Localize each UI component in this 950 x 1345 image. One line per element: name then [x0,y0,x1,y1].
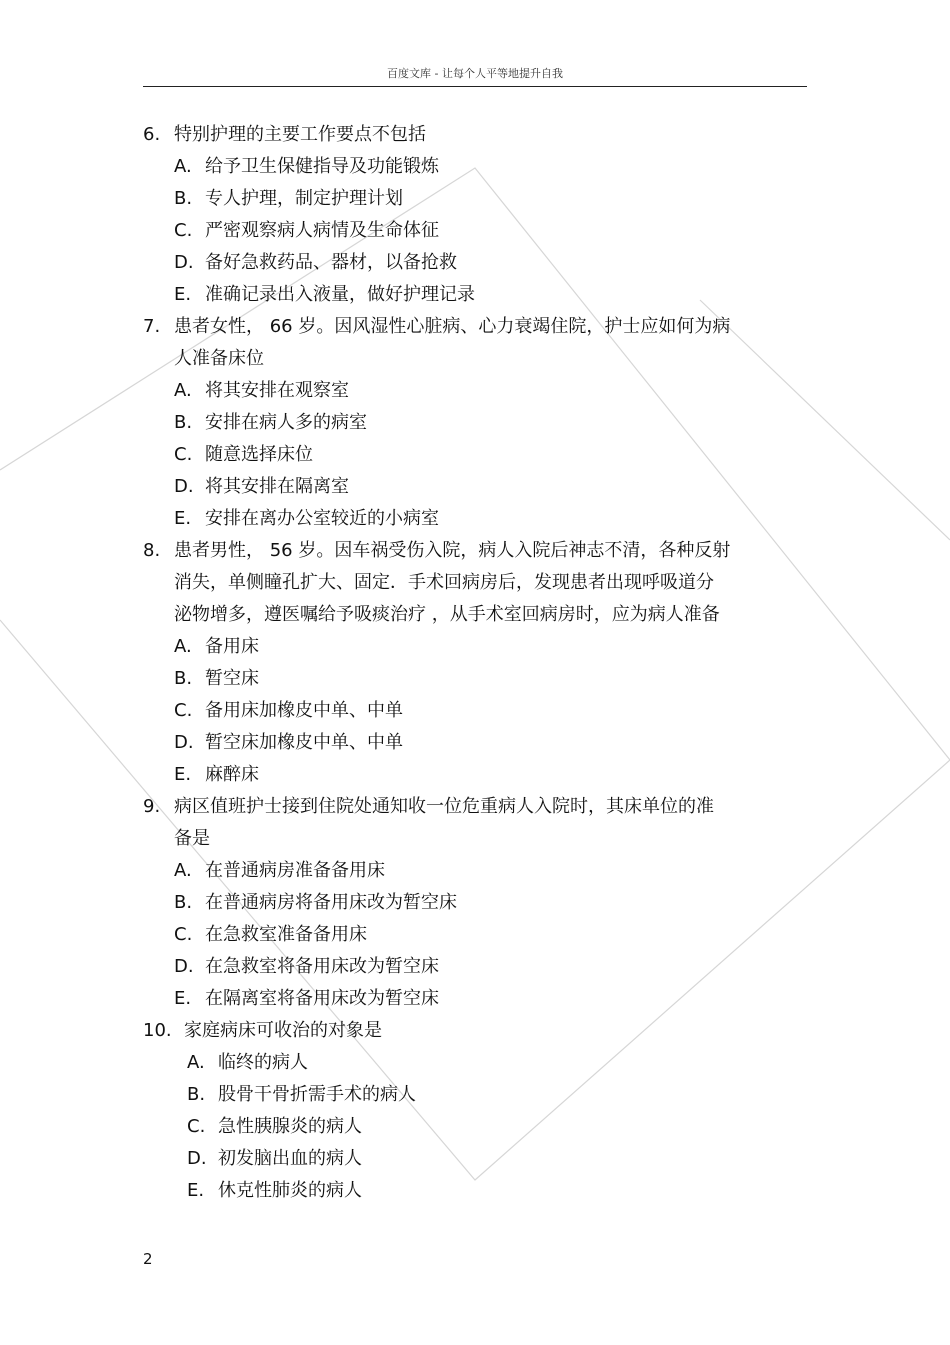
option-text: 专人护理，制定护理计划 [205,188,403,209]
answer-option [143,1079,783,1111]
question-7 [143,311,783,535]
option-text: 严密观察病人病情及生命体征 [205,220,439,241]
option-text: 准确记录出入液量，做好护理记录 [205,284,475,305]
option-letter: C. [174,444,193,465]
option-letter: C. [174,220,193,241]
question-text: 病区值班护士接到住院处通知收一位危重病人入院时，其床单位的准 [174,796,714,817]
option-letter: D. [174,956,194,977]
answer-option [143,439,783,471]
question-number: 8. [143,540,161,561]
answer-option [143,1143,783,1175]
question-stem-line [143,791,783,823]
answer-option [143,151,783,183]
question-text: 备是 [174,828,210,849]
option-letter: A. [174,156,192,177]
option-letter: E. [174,284,192,305]
answer-option [143,887,783,919]
answer-option [143,631,783,663]
option-text: 备用床加橡皮中单、中单 [205,700,403,721]
page-number: 2 [143,1250,153,1268]
option-text: 股骨干骨折需手术的病人 [218,1084,416,1105]
option-letter: D. [187,1148,207,1169]
answer-option [143,759,783,791]
question-text: 消失，单侧瞳孔扩大、固定．手术回病房后，发现患者出现呼吸道分 [174,572,714,593]
option-text: 随意选择床位 [205,444,313,465]
answer-option [143,375,783,407]
question-text: 人准备床位 [174,348,264,369]
answer-option [143,1111,783,1143]
answer-option [143,951,783,983]
question-number: 6. [143,124,161,145]
option-letter: C. [174,700,193,721]
question-8 [143,535,783,791]
option-text: 安排在病人多的病室 [205,412,367,433]
answer-option [143,215,783,247]
answer-option [143,471,783,503]
option-letter: D. [174,252,194,273]
option-text: 在急救室准备备用床 [205,924,367,945]
option-text: 备用床 [205,636,259,657]
question-text: 患者女性， 66 岁。因风湿性心脏病、心力衰竭住院，护士应如何为病 [174,316,731,337]
option-text: 备好急救药品、器材，以备抢救 [205,252,457,273]
answer-option [143,1175,783,1207]
question-text: 泌物增多，遵医嘱给予吸痰治疗 ，从手术室回病房时，应为病人准备 [174,604,720,625]
option-text: 初发脑出血的病人 [218,1148,362,1169]
question-stem-line [143,1015,783,1047]
option-letter: A. [187,1052,205,1073]
question-list [143,119,783,1207]
question-number: 7. [143,316,161,337]
question-6 [143,119,783,311]
answer-option [143,279,783,311]
option-text: 给予卫生保健指导及功能锻炼 [205,156,439,177]
option-text: 将其安排在隔离室 [205,476,349,497]
option-text: 在普通病房准备备用床 [205,860,385,881]
question-text: 特别护理的主要工作要点不包括 [174,124,426,145]
option-letter: B. [174,412,193,433]
option-letter: B. [174,668,193,689]
option-letter: A. [174,380,192,401]
answer-option [143,1047,783,1079]
option-text: 麻醉床 [205,764,259,785]
option-letter: D. [174,476,194,497]
option-letter: A. [174,636,192,657]
question-number: 10. [143,1020,172,1041]
question-9 [143,791,783,1015]
answer-option [143,183,783,215]
option-letter: E. [174,764,192,785]
option-text: 在隔离室将备用床改为暂空床 [205,988,439,1009]
option-letter: B. [187,1084,206,1105]
option-letter: E. [174,508,192,529]
option-text: 在急救室将备用床改为暂空床 [205,956,439,977]
answer-option [143,983,783,1015]
option-text: 休克性肺炎的病人 [218,1180,362,1201]
option-letter: C. [174,924,193,945]
answer-option [143,727,783,759]
option-letter: C. [187,1116,206,1137]
option-text: 临终的病人 [218,1052,308,1073]
option-letter: E. [187,1180,205,1201]
question-text: 患者男性， 56 岁。因车祸受伤入院，病人入院后神志不清，各种反射 [174,540,731,561]
page-header: 百度文库 - 让每个人平等地提升自我 [143,64,807,87]
option-text: 暂空床 [205,668,259,689]
option-letter: B. [174,188,193,209]
question-text: 家庭病床可收治的对象是 [184,1020,382,1041]
option-letter: E. [174,988,192,1009]
option-text: 急性胰腺炎的病人 [218,1116,362,1137]
question-number: 9. [143,796,161,817]
answer-option [143,695,783,727]
option-text: 将其安排在观察室 [205,380,349,401]
question-stem-line [143,119,783,151]
option-text: 暂空床加橡皮中单、中单 [205,732,403,753]
option-letter: B. [174,892,193,913]
question-stem-line [143,823,783,855]
answer-option [143,247,783,279]
question-stem-line [143,599,783,631]
answer-option [143,407,783,439]
question-stem-line [143,343,783,375]
option-text: 在普通病房将备用床改为暂空床 [205,892,457,913]
option-text: 安排在离办公室较近的小病室 [205,508,439,529]
question-stem-line [143,311,783,343]
answer-option [143,855,783,887]
answer-option [143,503,783,535]
answer-option [143,663,783,695]
question-10 [143,1015,783,1207]
answer-option [143,919,783,951]
question-stem-line [143,567,783,599]
option-letter: A. [174,860,192,881]
option-letter: D. [174,732,194,753]
question-stem-line [143,535,783,567]
